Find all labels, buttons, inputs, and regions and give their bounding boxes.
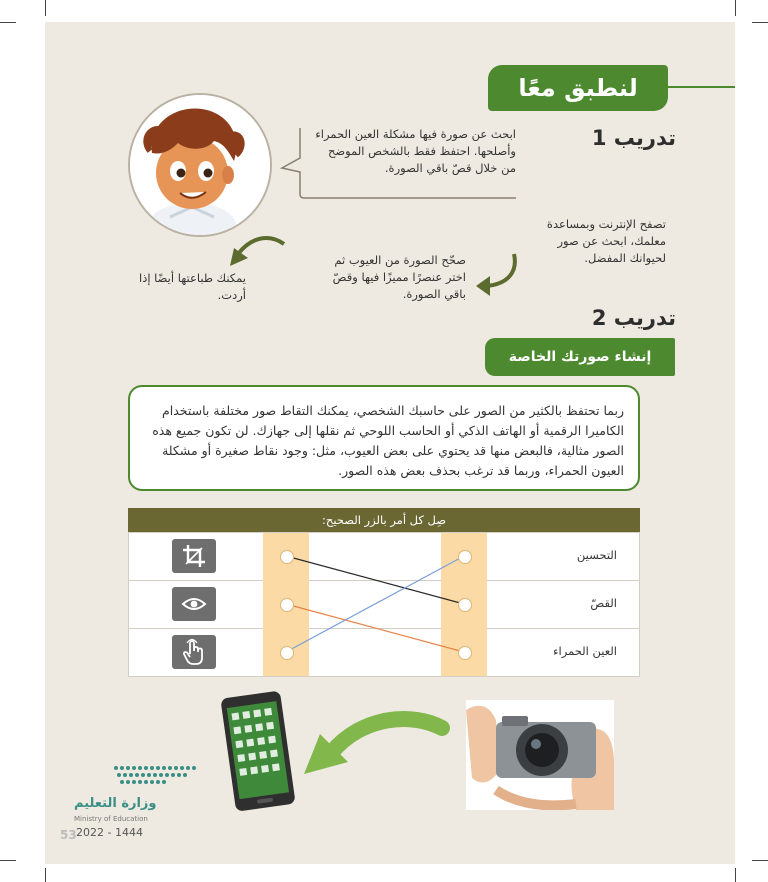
matching-instruction-bar — [128, 508, 640, 532]
match-line — [286, 604, 464, 652]
matching-table — [128, 532, 640, 677]
bubble-line: من خلال قصّ باقي الصورة. — [384, 161, 516, 175]
banner-rule — [668, 86, 735, 88]
arrow-icon — [470, 250, 530, 296]
match-dot-left[interactable] — [280, 550, 294, 564]
crop-mark — [752, 860, 768, 861]
note-line: اختر عنصرًا مميزًا فيها وقصّ — [332, 270, 466, 284]
camera-illustration — [466, 700, 614, 810]
note-correct — [298, 252, 466, 303]
match-line — [286, 556, 464, 604]
eye-icon — [172, 587, 216, 621]
note-line: يمكنك طباعتها أيضًا إذا — [139, 271, 246, 285]
crop-mark — [0, 860, 16, 861]
paragraph-line: ربما تحتفظ بالكثير من الصور على حاسبك الشخصي، يمكنك التقاط صور مختلفة باستخدام — [162, 403, 624, 418]
note-browse — [526, 216, 666, 267]
match-dot-right[interactable] — [458, 646, 472, 660]
crop-mark — [0, 22, 16, 23]
touch-hand-icon — [172, 635, 216, 669]
arrow-icon — [222, 232, 292, 272]
exercise-2-heading: تدريب 2 — [591, 306, 676, 330]
match-dot-right[interactable] — [458, 598, 472, 612]
term-red-eye: العين الحمراء — [553, 644, 617, 658]
match-dot-left[interactable] — [280, 646, 294, 660]
term-crop: القصّ — [590, 596, 617, 610]
term-enhance: التحسين — [576, 548, 617, 562]
note-print — [136, 270, 246, 304]
note-line: لحيوانك المفضل. — [584, 251, 666, 265]
paragraph-line: الصور مثالية، فالبعض منها قد يحتوي على بعض العيوب، مثل: وجود نقاط صغيرة أو مشكلة — [162, 443, 624, 458]
section-banner — [488, 65, 668, 111]
note-line: أردت. — [217, 288, 246, 302]
page-number: 53 — [60, 828, 77, 842]
smartphone-illustration — [218, 688, 300, 814]
ministry-name: وزارة التعليم — [74, 796, 157, 811]
exercise-1-bubble — [294, 126, 516, 177]
academic-year: 2022 - 1444 — [76, 826, 143, 839]
subheading-text: إنشاء صورتك الخاصة — [508, 349, 652, 365]
ministry-name-en: Ministry of Education — [74, 815, 148, 823]
match-dot-right[interactable] — [458, 550, 472, 564]
crop-icon — [172, 539, 216, 573]
match-dot-left[interactable] — [280, 598, 294, 612]
note-line: معلمك، ابحث عن صور — [557, 234, 666, 248]
exercise-1-heading: تدريب 1 — [591, 126, 676, 150]
big-arrow-icon — [300, 708, 450, 788]
note-line: تصفح الإنترنت وبمساعدة — [546, 217, 666, 231]
boy-avatar — [128, 93, 272, 237]
crop-mark — [752, 22, 768, 23]
subheading-banner — [485, 338, 675, 376]
bubble-line: وأصلحها. احتفظ فقط بالشخص الموضح — [327, 144, 516, 158]
crop-mark — [45, 868, 46, 882]
boy-illustration — [130, 95, 270, 235]
ministry-logo-icon — [112, 762, 200, 786]
crop-mark — [735, 0, 736, 16]
match-line — [286, 556, 464, 652]
paragraph-line: العيون الحمراء، وربما قد ترغب بحذف بعض هذه الصور. — [338, 463, 624, 478]
note-line: باقي الصورة. — [402, 287, 466, 301]
paragraph-line: الكاميرا الرقمية أو الهاتف الذكي أو الحاسب اللوحي ثم نقلها إلى جهازك. لن تكون جميع هذه — [152, 423, 624, 438]
note-line: صحّح الصورة من العيوب ثم — [334, 253, 466, 267]
info-box — [128, 385, 640, 491]
crop-mark — [45, 0, 46, 16]
bubble-line: ابحث عن صورة فيها مشكلة العين الحمراء — [315, 127, 516, 141]
crop-mark — [735, 868, 736, 882]
section-title: لنطبق معًا — [518, 74, 638, 102]
matching-instruction: صِل كل أمر بالزر الصحيح: — [322, 513, 446, 527]
